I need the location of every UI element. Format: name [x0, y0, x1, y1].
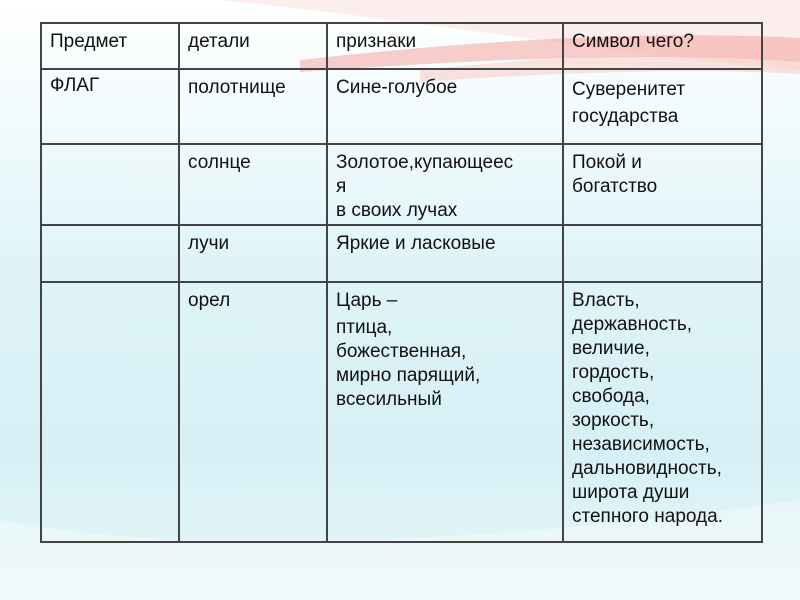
symbol-cell: [563, 144, 762, 225]
symbol-line: широта души: [572, 482, 690, 503]
detail-cell: лучи: [179, 225, 327, 282]
symbol-line: государства: [572, 106, 679, 127]
table-row: [41, 144, 762, 225]
subject-cell: ФЛАГ: [41, 69, 179, 144]
symbol-line: державность,: [572, 314, 693, 335]
table-header-row: [41, 23, 762, 69]
symbol-line: степного народа.: [572, 506, 723, 527]
features-line: Яркие и ласковые: [336, 233, 496, 254]
features-line: божественная,: [336, 341, 467, 362]
subject-cell: [41, 144, 179, 225]
features-cell: [327, 282, 563, 542]
features-cell: [327, 69, 563, 144]
features-line: в своих лучах: [336, 200, 458, 221]
detail-cell: орел: [179, 282, 327, 542]
symbol-line: Покой и: [572, 152, 642, 173]
symbol-line: Суверенитет: [572, 79, 686, 100]
symbol-line: величие,: [572, 338, 650, 359]
features-cell: [327, 225, 563, 282]
subject-cell: [41, 282, 179, 542]
symbol-line: свобода,: [572, 386, 650, 407]
table-row: [41, 69, 762, 144]
features-line: птица,: [336, 317, 393, 338]
detail-cell: солнце: [179, 144, 327, 225]
symbols-table: [40, 22, 763, 543]
symbol-cell: [563, 69, 762, 144]
symbol-line: гордость,: [572, 362, 655, 383]
features-cell: [327, 144, 563, 225]
features-line: всесильный: [336, 389, 442, 410]
symbol-line: зоркость,: [572, 410, 655, 431]
header-subject: Предмет: [41, 23, 179, 69]
features-line: я: [336, 176, 347, 197]
header-features: признаки: [327, 23, 563, 69]
symbol-line: богатство: [572, 176, 658, 197]
header-details: детали: [179, 23, 327, 69]
detail-cell: полотнище: [179, 69, 327, 144]
symbol-line: Власть,: [572, 290, 640, 311]
table-row: [41, 225, 762, 282]
symbol-cell: [563, 282, 762, 542]
symbol-line: независимость,: [572, 434, 710, 455]
features-line: мирно парящий,: [336, 365, 481, 386]
features-line: Сине-голубое: [336, 77, 458, 98]
features-line: Царь –: [336, 290, 398, 311]
subject-cell: [41, 225, 179, 282]
features-line: Золотое,купающеес: [336, 152, 514, 173]
symbol-cell: [563, 225, 762, 282]
header-symbol: Символ чего?: [563, 23, 762, 69]
symbol-line: дальновидность,: [572, 458, 722, 479]
table-row: [41, 282, 762, 542]
